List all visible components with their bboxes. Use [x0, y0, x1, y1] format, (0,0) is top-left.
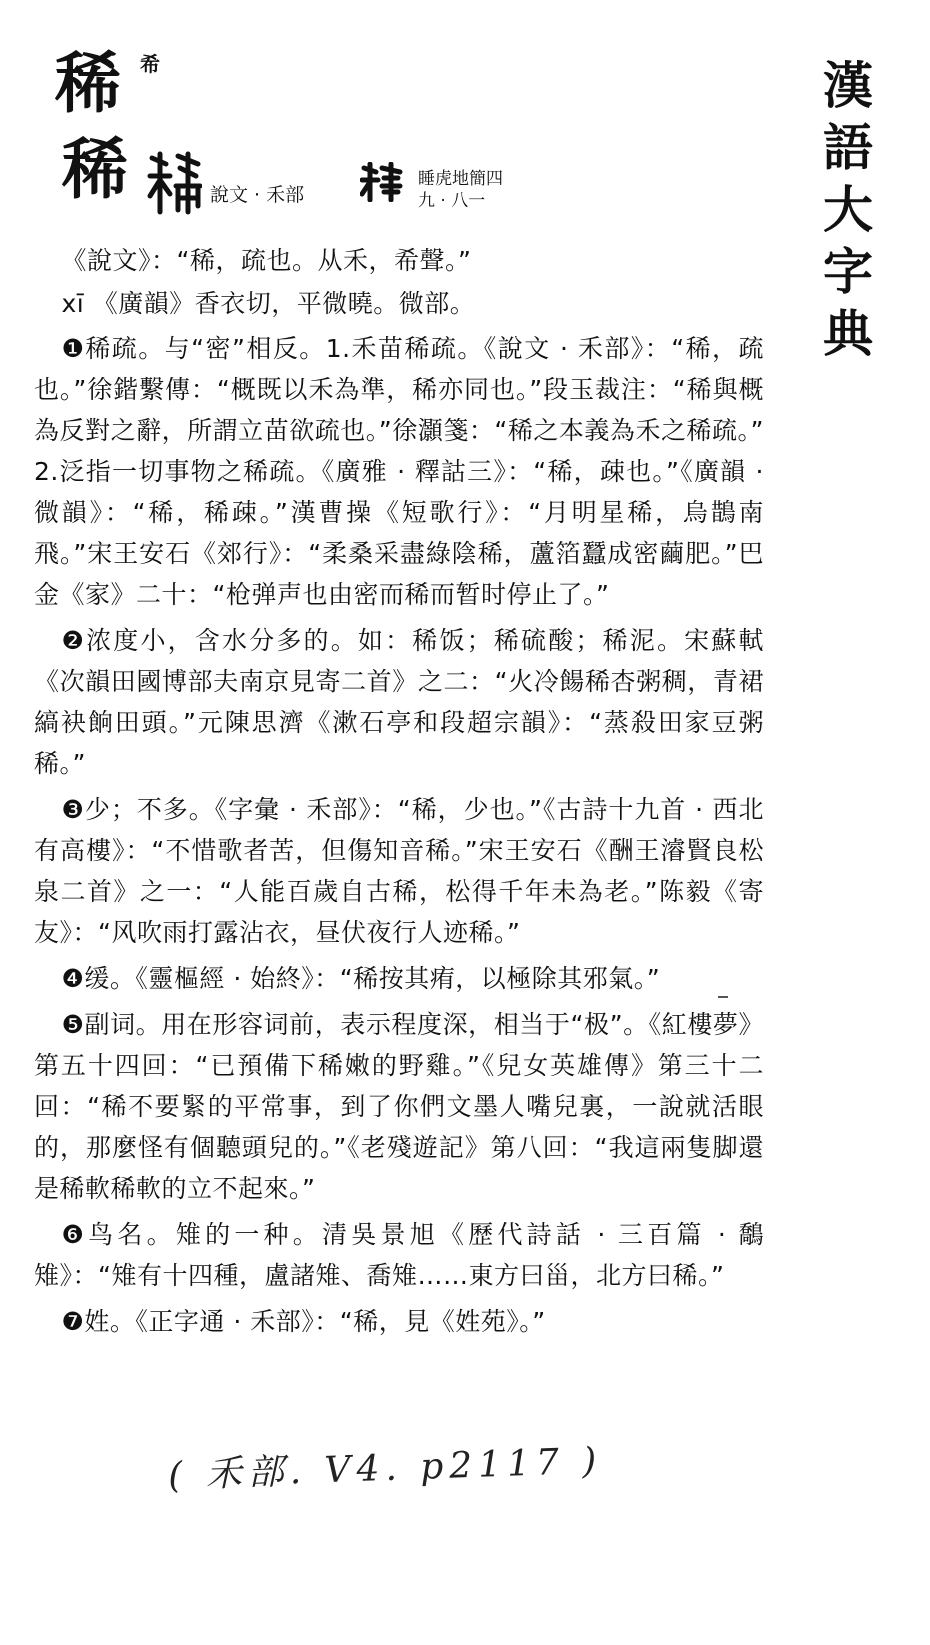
- book-title-vertical: [818, 55, 878, 365]
- book-title-char: 大: [823, 181, 873, 239]
- book-title-char: 語: [823, 119, 873, 177]
- handwritten-reference-note: ( 禾部. V4. p2117 ): [167, 1440, 604, 1497]
- sense-3: ❸少；不多。《字彙 · 禾部》：“稀，少也。”《古詩十九首 · 西北有高樓》：“不惜歌者苦，但傷知音稀。”宋王安石《酬王濬賢良松泉二首》之一：“人能百歲自古稀，松得千年未為老。”陈毅《寄友》：“风吹雨打露沾衣，昼伏夜行人迹稀。”: [34, 795, 764, 947]
- scan-mark: [718, 996, 728, 998]
- book-title-char: 漢: [823, 57, 873, 115]
- slip-source-caption: [418, 168, 503, 212]
- shuowen-citation: 《說文》：“稀，疏也。从禾，希聲。”: [61, 246, 472, 275]
- book-title-char: 字: [823, 243, 873, 301]
- sense-6: ❻鸟名。雉的一种。清吳景旭《歷代詩話 · 三百篇 · 鷮雉》：“雉有十四種，盧諸雉、喬雉……東方曰甾，北方曰稀。”: [34, 1220, 764, 1290]
- sense-4: ❹缓。《靈樞經 · 始終》：“稀按其痏，以極除其邪氣。”: [61, 964, 661, 993]
- entry-body: [34, 240, 764, 1347]
- headword-traditional: 稀: [62, 130, 128, 208]
- sense-2: ❷浓度小，含水分多的。如：稀饭；稀硫酸；稀泥。宋蘇軾《次韻田國博部夫南京見寄二首》之二：“火冷餳稀杏粥稠，青裙縞袂餉田頭。”元陳思濟《漱石亭和段超宗韻》：“蒸殺田家豆粥稀。”: [34, 626, 764, 778]
- headword-variant: 希: [140, 52, 160, 76]
- slip-source-line: 睡虎地簡四: [418, 169, 503, 189]
- sense-1: ❶稀疏。与“密”相反。1.禾苗稀疏。《說文 · 禾部》：“稀，疏也。”徐鍇繫傳：“概既以禾為準，稀亦同也。”段玉裁注：“稀與概為反對之辭，所謂立苗欲疏也。”徐灝箋：“稀之本義為禾之稀疏。” 2.泛指一切事物之稀疏。《廣雅 · 釋詁三》：“稀，疎也。”《廣韻 · 微韻》：“稀，稀疎。”漢曹操《短歌行》：“月明星稀，烏鵲南飛。”宋王安石《郊行》：“柔桑采盡綠陰稀，蘆箔蠶成密繭肥。”巴金《家》二十：“枪弹声也由密而稀而暂时停止了。”: [34, 334, 764, 609]
- seal-source-caption: 說文 · 禾部: [210, 184, 305, 206]
- sense-7: ❼姓。《正字通 · 禾部》：“稀，見《姓苑》。”: [61, 1307, 546, 1336]
- bamboo-slip-glyph: [360, 162, 404, 202]
- slip-source-line: 九 · 八一: [418, 191, 486, 211]
- book-title-char: 典: [823, 305, 873, 363]
- headword-simplified: 稀: [55, 44, 121, 122]
- seal-script-glyph: [146, 150, 202, 216]
- sense-5: ❺副词。用在形容词前，表示程度深，相当于“极”。《紅樓夢》第五十四回：“已預備下稀嫩的野雞。”《兒女英雄傳》第三十二回：“稀不要緊的平常事，到了你們文墨人嘴兒裏，一說就活眼的，那麼怪有個聽頭兒的。”《老殘遊記》第八回：“我這兩隻脚還是稀軟稀軟的立不起來。”: [34, 1010, 764, 1203]
- pronunciation-line: xī 《廣韻》香衣切，平微曉。微部。: [61, 289, 476, 318]
